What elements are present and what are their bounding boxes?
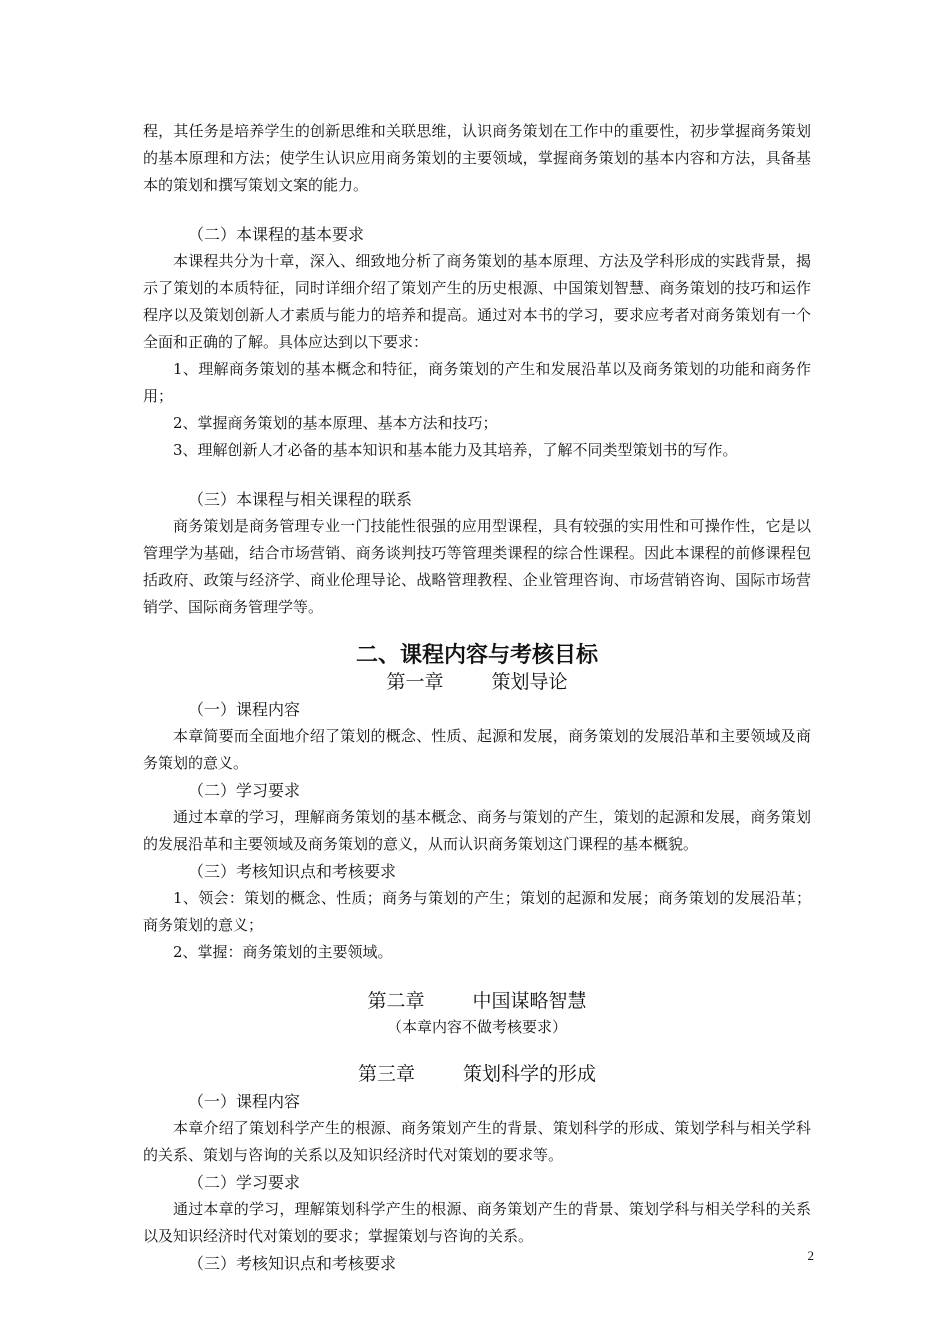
section-related-courses-paragraph: 商务策划是商务管理专业一门技能性很强的应用型课程，具有较强的实用性和可操作性，它是以管理学为基础，结合市场营销、商务谈判技巧等管理类课程的综合性课程。因此本课程的前修课程包括政府、政策与经济学、商业伦理导论、战略管理教程、企业管理咨询、市场营销咨询、国际市场营销学、国际商务管理学等。 bbox=[143, 517, 811, 616]
intro-paragraph: 程，其任务是培养学生的创新思维和关联思维，认识商务策划在工作中的重要性，初步掌握商务策划的基本原理和方法；使学生认识应用商务策划的主要领域，掌握商务策划的基本内容和方法，具备基本的策划和撰写策划文案的能力。 bbox=[143, 122, 811, 194]
chapter-number: 第三章 bbox=[357, 1063, 415, 1085]
chapter-2-note: （本章内容不做考核要求） bbox=[386, 1018, 567, 1036]
chapter-3-title bbox=[143, 1061, 811, 1088]
section-basic-requirements-heading: （二）本课程的基本要求 bbox=[188, 225, 365, 244]
ch3-exam-points-heading: （三）考核知识点和考核要求 bbox=[188, 1254, 397, 1273]
ch3-study-requirements-paragraph: 通过本章的学习，理解策划科学产生的根源、商务策划产生的背景、策划学科与相关学科的关系以及知识经济时代对策划的要求；掌握策划与咨询的关系。 bbox=[143, 1200, 811, 1245]
chapter-name: 中国谋略智慧 bbox=[472, 990, 587, 1012]
ch1-exam-item: 1、领会：策划的概念、性质；商务与策划的产生；策划的起源和发展；商务策划的发展沿革；商务策划的意义； bbox=[143, 889, 811, 934]
section-related-courses-heading: （三）本课程与相关课程的联系 bbox=[188, 490, 413, 509]
chapter-number: 第一章 bbox=[386, 671, 444, 693]
section-basic-requirements-paragraph: 本课程共分为十章，深入、细致地分析了商务策划的基本原理、方法及学科形成的实践背景，揭示了策划的本质特征，同时详细介绍了策划产生的历史根源、中国策划智慧、商务策划的技巧和运作程序以及策划创新人才素质与能力的培养和提高。通过对本书的学习，要求应考者对商务策划有一个全面和正确的了解。具体应达到以下要求： bbox=[143, 252, 811, 351]
ch1-course-content-paragraph: 本章简要而全面地介绍了策划的概念、性质、起源和发展，商务策划的发展沿革和主要领域及商务策划的意义。 bbox=[143, 727, 811, 772]
ch1-exam-points-heading: （三）考核知识点和考核要求 bbox=[188, 862, 397, 881]
requirement-item: 3、理解创新人才必备的基本知识和基本能力及其培养，了解不同类型策划书的写作。 bbox=[173, 441, 738, 459]
page-number: 2 bbox=[807, 1248, 814, 1263]
chapter-2-title bbox=[143, 988, 811, 1015]
chapter-1-title bbox=[143, 669, 811, 696]
ch3-study-requirements-heading: （二）学习要求 bbox=[188, 1173, 301, 1192]
ch1-exam-item: 2、掌握：商务策划的主要领域。 bbox=[173, 943, 393, 961]
ch1-study-requirements-heading: （二）学习要求 bbox=[188, 781, 301, 800]
chapter-number: 第二章 bbox=[367, 990, 425, 1012]
requirement-item: 2、掌握商务策划的基本原理、基本方法和技巧； bbox=[173, 414, 498, 432]
ch3-course-content-heading: （一）课程内容 bbox=[188, 1092, 301, 1111]
chapter-name: 策划导论 bbox=[491, 671, 568, 693]
requirement-item: 1、理解商务策划的基本概念和特征，商务策划的产生和发展沿革以及商务策划的功能和商务作用； bbox=[143, 360, 811, 405]
ch1-study-requirements-paragraph: 通过本章的学习，理解商务策划的基本概念、商务与策划的产生，策划的起源和发展，商务策划的发展沿革和主要领域及商务策划的意义，从而认识商务策划这门课程的基本概貌。 bbox=[143, 808, 811, 853]
ch3-course-content-paragraph: 本章介绍了策划科学产生的根源、商务策划产生的背景、策划科学的形成、策划学科与相关学科的关系、策划与咨询的关系以及知识经济时代对策划的要求等。 bbox=[143, 1119, 811, 1164]
document-page bbox=[143, 118, 811, 1277]
chapter-name: 策划科学的形成 bbox=[463, 1063, 597, 1085]
part-title: 二、课程内容与考核目标 bbox=[355, 642, 598, 668]
ch1-course-content-heading: （一）课程内容 bbox=[188, 700, 301, 719]
